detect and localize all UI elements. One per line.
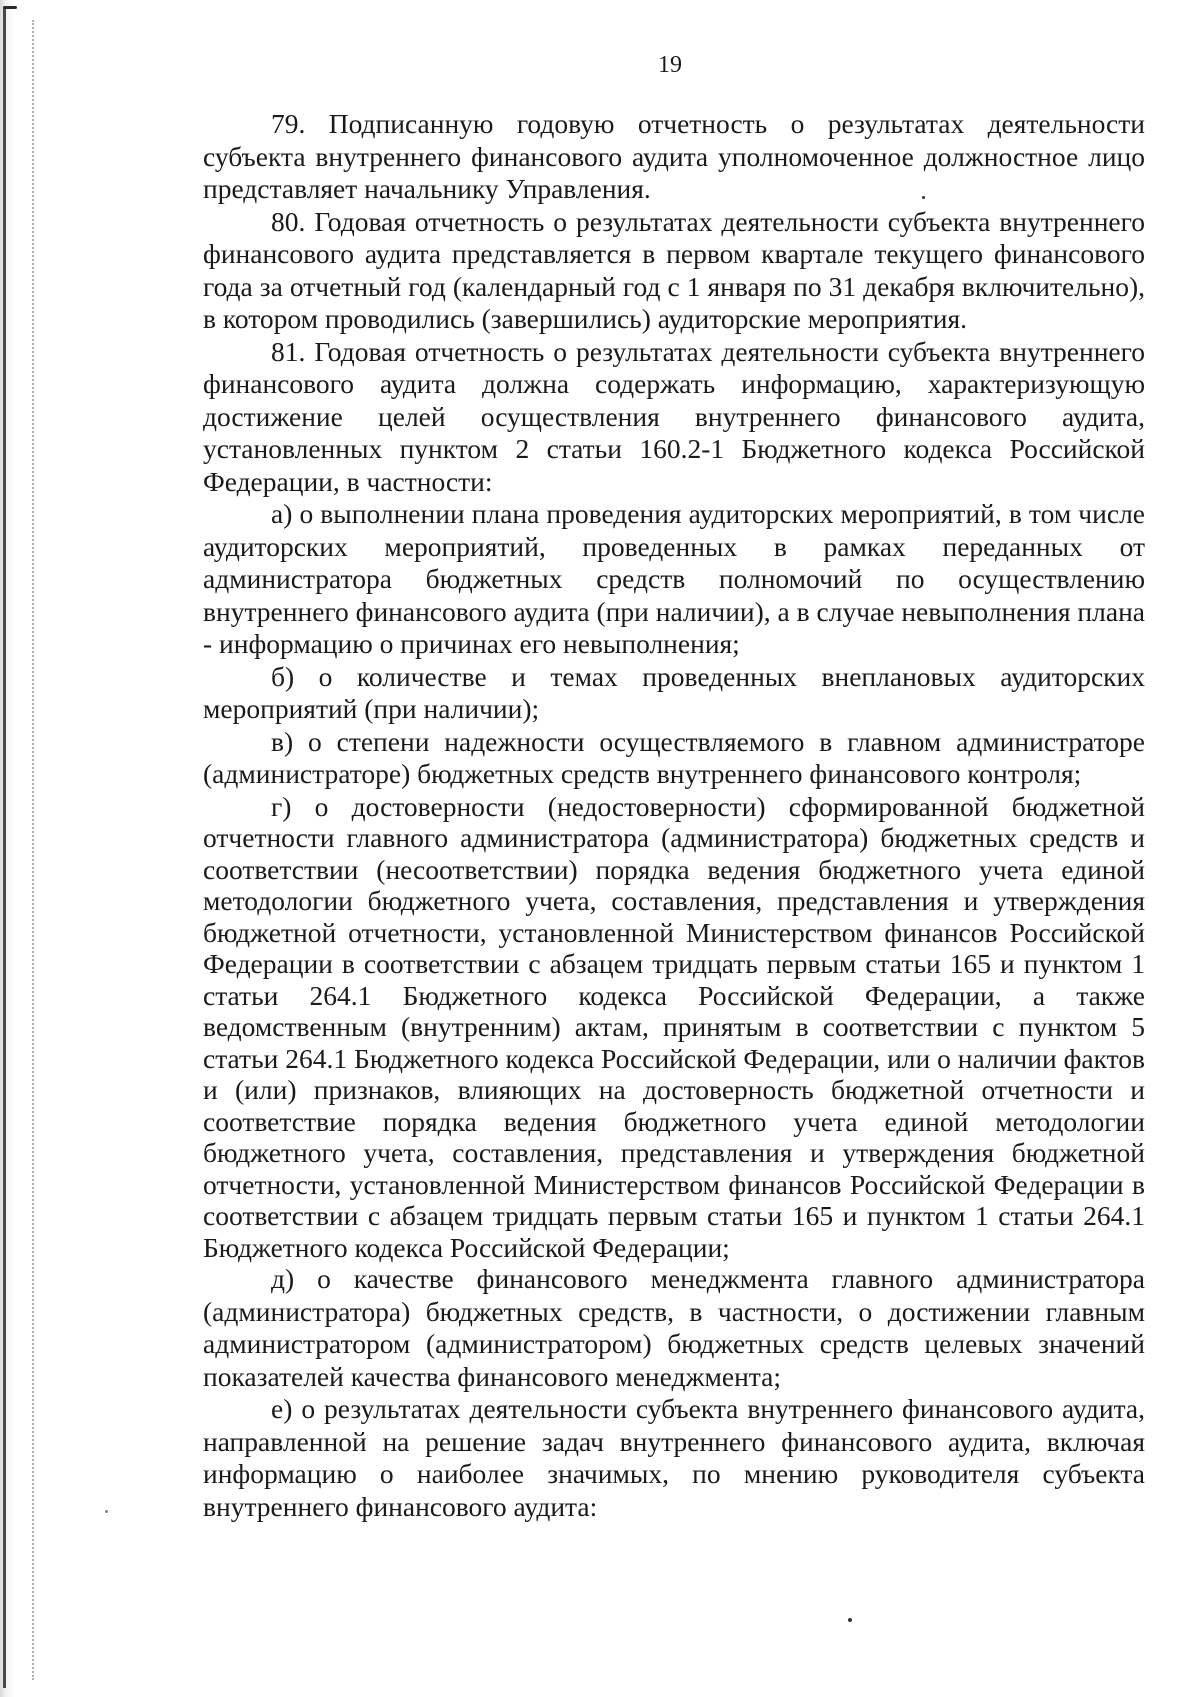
binding-corner	[3, 6, 17, 9]
subparagraph-g: г) о достоверности (недостоверности) сформированной бюджетной отчетности главного администратора (администратора) бюджетных средств и соответствии (несоответствии) порядка ведения бюджетного учета единой методологии бюджетного учета, составления, представления и утверждения бюджетной отчетности, установленной Министерством финансов Российской Федерации в соответствии с абзацем тридцать первым статьи 165 и пунктом 1 статьи 264.1 Бюджетного кодекса Российской Федерации, а также ведомственным (внутренним) актам, принятым в соответствии с пунктом 5 статьи 264.1 Бюджетного кодекса Российской Федерации, или о наличии фактов и (или) признаков, влияющих на достоверность бюджетной отчетности и соответствие порядка ведения бюджетного учета единой методологии бюджетного учета, составления, представления и утверждения бюджетной отчетности, установленной Министерством финансов Российской Федерации в соответствии с абзацем тридцать первым статьи 165 и пунктом 1 статьи 264.1 Бюджетного кодекса Российской Федерации;	[203, 790, 1145, 1263]
binding-line	[3, 8, 6, 1688]
subparagraph-b: б) о количестве и темах проведенных внеплановых аудиторских мероприятий (при наличии);	[203, 660, 1145, 724]
paragraph-80: 80. Годовая отчетность о результатах деятельности субъекта внутреннего финансового аудита представляется в первом квартале текущего финансового года за отчетный год (календарный год с 1 января по 31 декабря включительно), в котором проводились (завершились) аудиторские мероприятия.	[203, 205, 1145, 334]
paragraph-81: 81. Годовая отчетность о результатах деятельности субъекта внутреннего финансового аудита должна содержать информацию, характеризующую достижение целей осуществления внутреннего финансового аудита, установленных пунктом 2 статьи 160.2-1 Бюджетного кодекса Российской Федерации, в частности:	[203, 335, 1145, 497]
subparagraph-e: е) о результатах деятельности субъекта внутреннего финансового аудита, направленной на решение задач внутреннего финансового аудита, включая информацию о наиболее значимых, по мнению руководителя субъекта внутреннего финансового аудита:	[203, 1393, 1145, 1522]
subparagraph-v: в) о степени надежности осуществляемого в главном администраторе (администраторе) бюджетных средств внутреннего финансового контроля;	[203, 725, 1145, 789]
paragraph-79: 79. Подписанную годовую отчетность о результатах деятельности субъекта внутреннего финансового аудита уполномоченное должностное лицо представляет начальнику Управления.	[203, 108, 1145, 204]
scan-speck	[848, 1618, 852, 1622]
scan-speck	[922, 196, 925, 199]
scan-speck	[105, 1510, 108, 1513]
page-number: 19	[658, 52, 682, 78]
subparagraph-d: д) о качестве финансового менеджмента главного администратора (администратора) бюджетных средств, в частности, о достижении главным администратором (администратором) бюджетных средств целевых значений показателей качества финансового менеджмента;	[203, 1263, 1145, 1392]
document-body	[203, 108, 1145, 1523]
subparagraph-a: а) о выполнении плана проведения аудиторских мероприятий, в том числе аудиторских мероприятий, проведенных в рамках переданных от администратора бюджетных средств полномочий по осуществлению внутреннего финансового аудита (при наличии), а в случае невыполнения плана - информацию о причинах его невыполнения;	[203, 498, 1145, 659]
dotted-margin-line	[32, 20, 34, 1680]
